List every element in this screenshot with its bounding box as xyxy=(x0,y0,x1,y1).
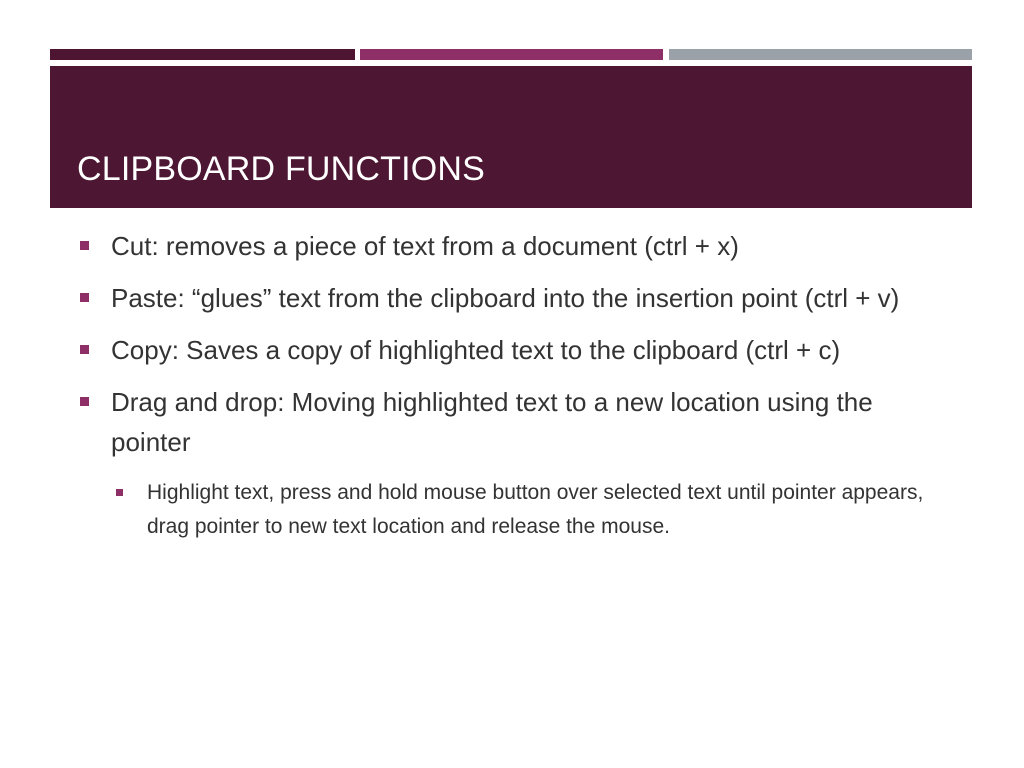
bullet-item-copy xyxy=(78,330,958,370)
accent-bar-dark xyxy=(50,49,355,60)
bullet-item-cut xyxy=(78,226,958,266)
small-square-bullet-icon xyxy=(116,489,123,496)
square-bullet-icon xyxy=(80,293,89,302)
square-bullet-icon xyxy=(80,397,89,406)
square-bullet-icon xyxy=(80,345,89,354)
square-bullet-icon xyxy=(80,241,89,250)
sub-bullet-text: Highlight text, press and hold mouse button over selected text until pointer appears, drag pointer to new text location and release the mouse. xyxy=(147,481,924,538)
slide-title: CLIPBOARD FUNCTIONS xyxy=(77,150,486,188)
accent-bar-gray xyxy=(669,49,972,60)
accent-bar-magenta xyxy=(360,49,663,60)
bullet-item-paste xyxy=(78,278,958,318)
title-band xyxy=(50,66,972,208)
bullet-text: Copy: Saves a copy of highlighted text to the clipboard (ctrl + c) xyxy=(111,335,841,365)
bullet-item-drag-and-drop xyxy=(78,382,958,462)
sub-bullet-item-highlight xyxy=(114,476,958,544)
slide-content xyxy=(78,226,958,544)
bullet-text: Cut: removes a piece of text from a document (ctrl + x) xyxy=(111,231,739,261)
bullet-text: Drag and drop: Moving highlighted text to a new location using the pointer xyxy=(111,387,873,457)
bullet-text: Paste: “glues” text from the clipboard into the insertion point (ctrl + v) xyxy=(111,283,900,313)
